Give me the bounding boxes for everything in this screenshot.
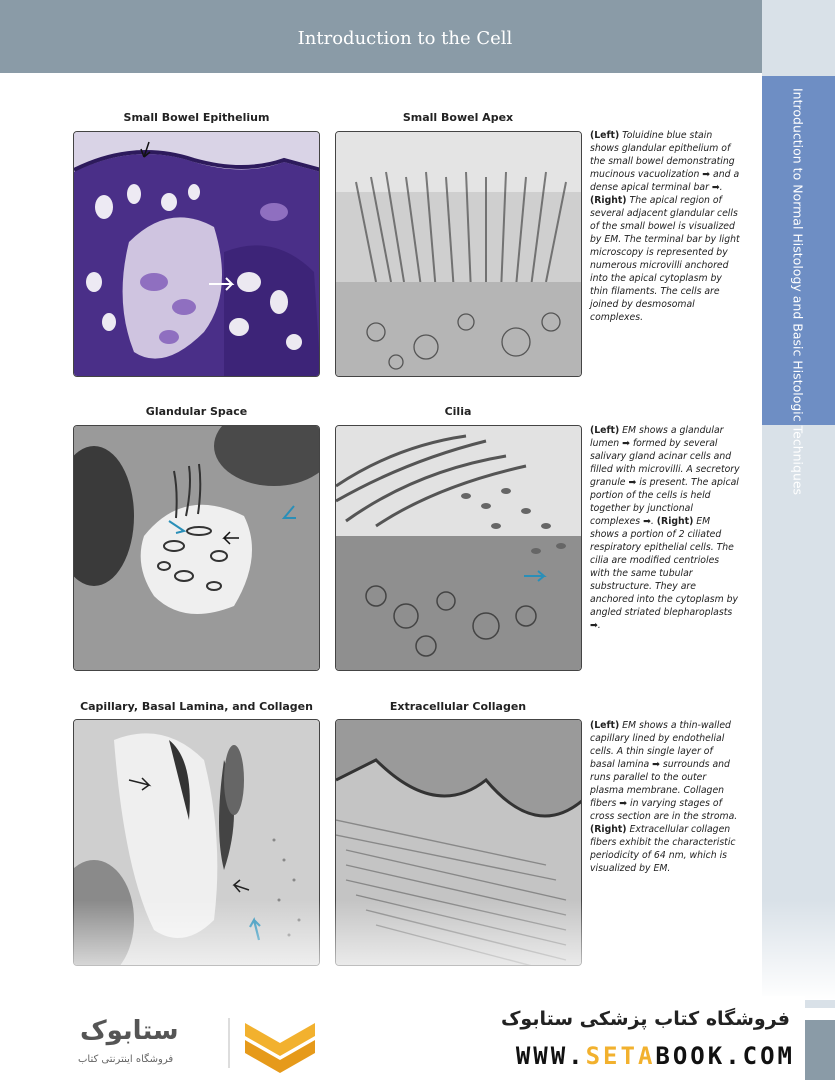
micrograph-small-bowel-apex [335, 131, 582, 377]
chapter-tab-label: Introduction to Normal Histology and Basic Histologic Techniques [790, 88, 806, 496]
page-title: Introduction to the Cell [297, 28, 513, 49]
micrograph-cilia [335, 425, 582, 671]
footer-side-strip [805, 1020, 835, 1080]
figure-title-glandular-space: Glandular Space [145, 405, 248, 418]
figure-title-small-bowel-apex: Small Bowel Apex [402, 111, 514, 124]
figure-title-extracellular-collagen: Extracellular Collagen [389, 700, 527, 713]
shop-name: فروشگاه کتاب پزشکی ستابوک [500, 1008, 790, 1030]
shop-url[interactable]: WWW.SETABOOK.COM [515, 1042, 795, 1070]
figure-title-small-bowel-epithelium: Small Bowel Epithelium [123, 111, 270, 124]
footer-fade [0, 900, 835, 1000]
setabook-logo-subtitle: فروشگاه اینترنتی کتاب [78, 1054, 174, 1065]
figure-title-cilia: Cilia [444, 405, 472, 418]
caption-row-2: (Left) EM shows a glandular lumen ➡ formed by several salivary gland acinar cells and filled with microvilli. A secretory granule ➡ is present. The apical portion of the cells is held together by junctional complexes ➡. (Right) EM shows a portion of 2 ciliated respiratory epithelial cells. The cilia are modified centrioles with the same tubular substructure. They are anchored into the cytoplasm by angled striated blepharoplasts ➡. [590, 425, 740, 631]
caption-row-1: (Left) Toluidine blue stain shows glandular epithelium of the small bowel demonstrating mucinous vacuolization ➡ and a dense apical terminal bar ➡. (Right) The apical region of several adjacent glandular cells of the small bowel is visualized by EM. The terminal bar by light microscopy is represented by numerous microvilli anchored into the apical cytoplasm by thin filaments. The cells are joined by desmosomal complexes. [590, 130, 740, 323]
setabook-logo-icon [240, 1018, 320, 1073]
figure-title-capillary: Capillary, Basal Lamina, and Collagen [80, 700, 313, 713]
setabook-logo-text: ستابوک [80, 1016, 179, 1046]
header-corner [762, 0, 835, 73]
micrograph-glandular-space [73, 425, 320, 671]
logo-divider [228, 1018, 230, 1068]
micrograph-small-bowel-epithelium [73, 131, 320, 377]
caption-row-3: (Left) EM shows a thin-walled capillary lined by endothelial cells. A thin single layer of basal lamina ➡ surrounds and runs parallel to the outer plasma membrane. Collagen fibers ➡ in varying stages of cross section are in the stroma. (Right) Extracellular collagen fibers exhibit the characteristic periodicity of 64 nm, which is visualized by EM. [590, 720, 738, 874]
